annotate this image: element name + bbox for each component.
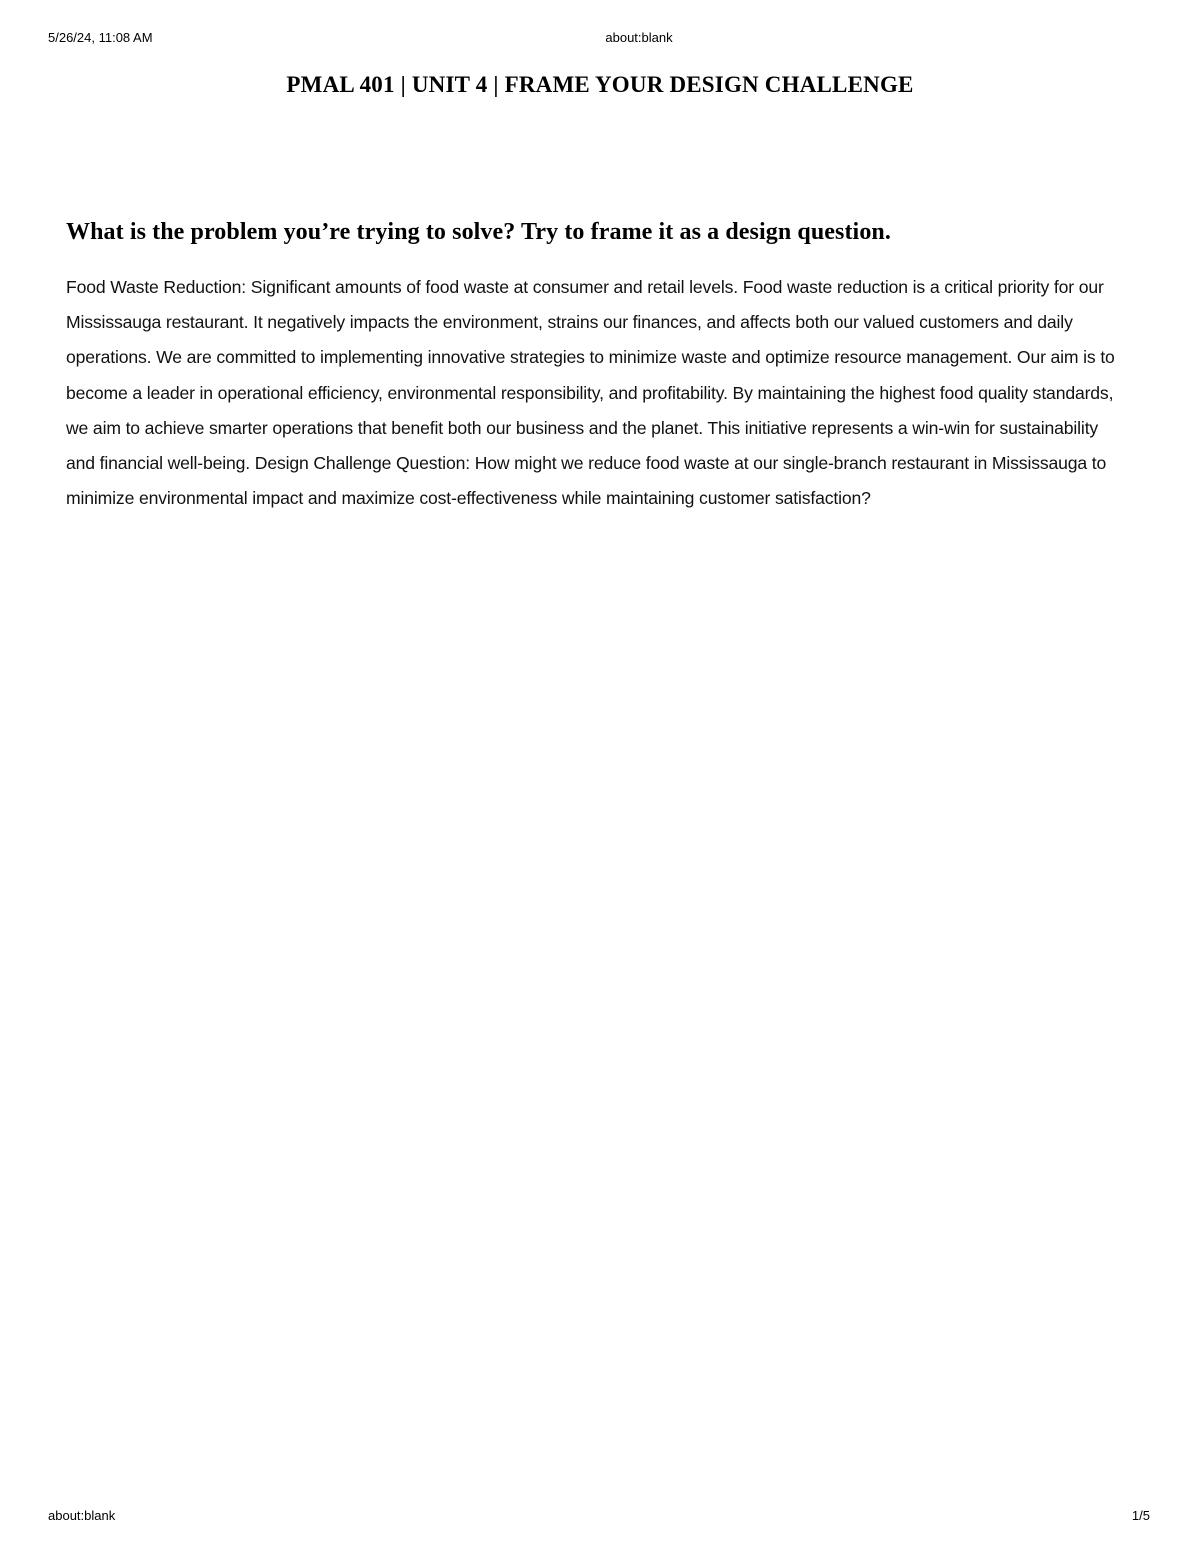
question-heading: What is the problem you’re trying to solve? Try to frame it as a design question. [66, 219, 891, 245]
question-section [66, 216, 1130, 516]
print-footer [48, 1506, 1150, 1526]
answer-text: Food Waste Reduction: Significant amounts of food waste at consumer and retail levels. Food waste reduction is a critical priority for our Mississauga restaurant. It negatively impacts the environment, strains our finances, and affects both our valued customers and daily operations. We are committed to implementing innovative strategies to minimize waste and optimize resource management. Our aim is to become a leader in operational efficiency, environmental responsibility, and profitability. By maintaining the highest food quality standards, we aim to achieve smarter operations that benefit both our business and the planet. This initiative represents a win-win for sustainability and financial well-being. Design Challenge Question: How might we reduce food waste at our single-branch restaurant in Mississauga to minimize environmental impact and maximize cost-effectiveness while maintaining customer satisfaction? [66, 277, 1115, 509]
print-header [48, 28, 1150, 48]
print-datetime: 5/26/24, 11:08 AM [48, 30, 153, 45]
document-title: PMAL 401 | UNIT 4 | FRAME YOUR DESIGN CHALLENGE [286, 72, 914, 97]
print-header-url: about:blank [605, 30, 673, 45]
print-footer-url: about:blank [48, 1508, 116, 1523]
page-number: 1/5 [1131, 1508, 1150, 1523]
